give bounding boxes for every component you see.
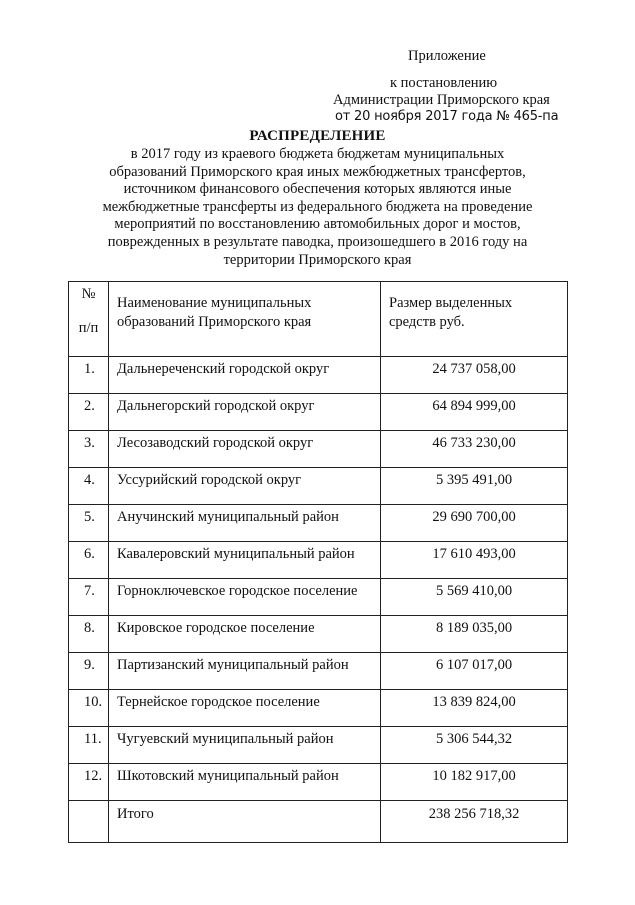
header-amount-line: Размер выделенных [389,295,513,311]
appendix-label: Приложение [408,48,486,64]
resolution-label: к постановлению [390,75,498,91]
table-row [69,394,568,431]
header-name-line: Наименование муниципальных [117,295,312,311]
row-name: Горноключевское городское поселение [109,579,381,616]
row-amount: 17 610 493,00 [381,542,568,579]
row-name: Кавалеровский муниципальный район [109,542,381,579]
table-row [69,468,568,505]
approval-stamp [0,0,635,130]
header-amount-line: средств руб. [389,314,465,330]
row-amount: 24 737 058,00 [381,357,568,394]
row-number: 4. [69,468,109,505]
row-amount: 10 182 917,00 [381,764,568,801]
table-row [69,579,568,616]
table-row [69,357,568,394]
row-number: 10. [69,690,109,727]
total-amount: 238 256 718,32 [381,801,568,843]
row-amount: 46 733 230,00 [381,431,568,468]
table-row [69,690,568,727]
description-line: поврежденных в результате паводка, произошедшего в 2016 году на [107,233,528,250]
row-number: 8. [69,616,109,653]
row-name: Дальнереченский городской округ [109,357,381,394]
table-row [69,616,568,653]
row-name: Тернейское городское поселение [109,690,381,727]
description-line: образований Приморского края иных межбюджетных трансфертов, [109,163,526,180]
header-number-sign: № [81,286,96,302]
row-number: 1. [69,357,109,394]
row-amount: 8 189 035,00 [381,616,568,653]
row-name: Шкотовский муниципальный район [109,764,381,801]
row-name: Чугуевский муниципальный район [109,727,381,764]
row-number: 2. [69,394,109,431]
description-line: источником финансового обеспечения которых являются иные [123,181,512,198]
row-number: 7. [69,579,109,616]
row-name: Кировское городское поселение [109,616,381,653]
table-row [69,764,568,801]
row-amount: 5 569 410,00 [381,579,568,616]
row-amount: 6 107 017,00 [381,653,568,690]
row-name: Анучинский муниципальный район [109,505,381,542]
row-number: 6. [69,542,109,579]
row-number: 12. [69,764,109,801]
header-number-pp: п/п [78,320,99,336]
row-number: 3. [69,431,109,468]
table-row [69,505,568,542]
resolution-date: от 20 ноября 2017 года № 465-па [335,109,559,124]
row-number: 11. [69,727,109,764]
row-amount: 5 306 544,32 [381,727,568,764]
table-row [69,431,568,468]
table-row [69,542,568,579]
description-line: в 2017 году из краевого бюджета бюджетам муниципальных [130,146,505,162]
table-row [69,653,568,690]
row-name: Лесозаводский городской округ [109,431,381,468]
row-amount: 64 894 999,00 [381,394,568,431]
table-header-row [69,282,568,357]
row-amount: 5 395 491,00 [381,468,568,505]
header-amount [381,282,568,357]
distribution-table [68,281,568,843]
total-number-empty [69,801,109,843]
row-number: 5. [69,505,109,542]
table-total-row [69,801,568,843]
header-number [69,282,109,357]
row-name: Партизанский муниципальный район [109,653,381,690]
header-name [109,282,381,357]
total-label: Итого [109,801,381,843]
description-line: межбюджетные трансферты из федерального бюджета на проведение [102,198,533,215]
row-amount: 13 839 824,00 [381,690,568,727]
row-name: Дальнегорский городской округ [109,394,381,431]
row-name: Уссурийский городской округ [109,468,381,505]
row-amount: 29 690 700,00 [381,505,568,542]
table-row [69,727,568,764]
description-line: мероприятий по восстановлению автомобильных дорог и мостов, [114,216,521,233]
document-title: РАСПРЕДЕЛЕНИЕ [249,128,386,144]
document-description [60,146,575,269]
description-line: территории Приморского края [223,251,412,268]
header-name-line: образований Приморского края [117,314,312,330]
administration-label: Администрации Приморского края [333,92,550,108]
row-number: 9. [69,653,109,690]
